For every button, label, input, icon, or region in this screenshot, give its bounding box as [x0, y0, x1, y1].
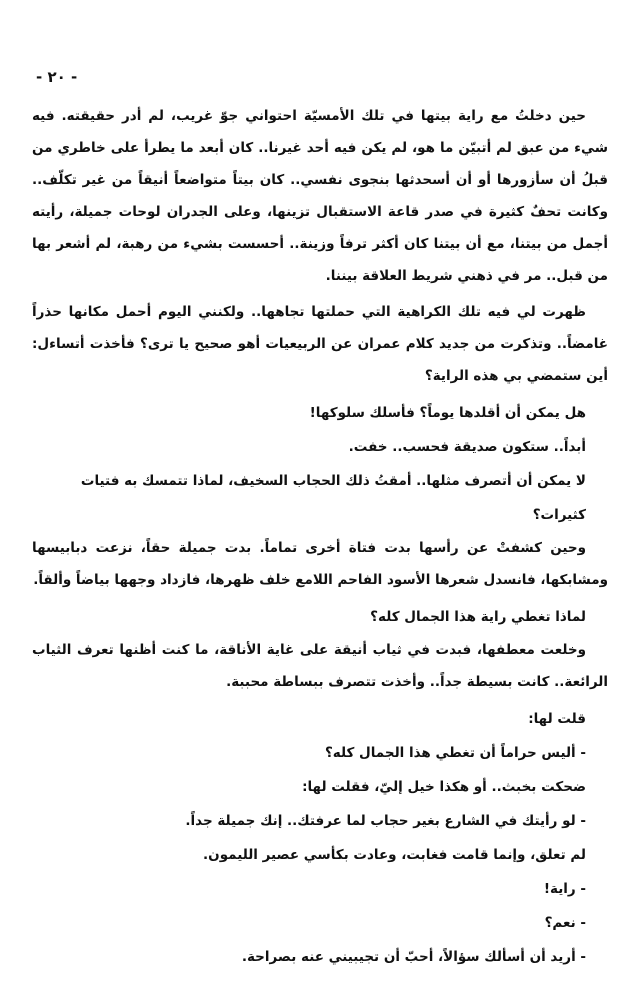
dialogue-15: - نعم؟: [544, 915, 586, 931]
book-page: [32, 64, 608, 974]
paragraph-1: حين دخلتُ مع راية بيتها في تلك الأمسيّة احتواني جوّ غريب، لم أدر حقيقته. فيه شيء من عبق لم أتبيّن ما هو، لم يكن فيه أحد غيرنا.. كان أبعد ما يطرأ على خاطري من قبلُ أن سأزورها أو أن أسحدثها بنجوى نفسي.. كان بيتاً متواضعاً أنيقاً من غير تكلّف.. وكانت تحفٌ كثيرة في صدر قاعة الاستقبال تزينها، وعلى الجدران لوحات جميلة، رأيته أجمل من بيتنا، مع أن بيتنا كان أكثر ترفاً وزينة.. أحسست بشيء من رهبة، لم أشعر بها من قبل.. مر في ذهني شريط العلاقة بيننا.: [32, 108, 608, 284]
dialogue-10: - أليس حراماً أن تغطي هذا الجمال كله؟: [324, 745, 586, 761]
dialogue-14: - راية!: [543, 881, 586, 897]
dialogue-12: - لو رأيتك في الشارع بغير حجاب لما عرفتك.. إنك جميلة جداً.: [185, 813, 586, 829]
paragraph-2: ظهرت لي فيه تلك الكراهية التي حملتها تجاهها.. ولكنني اليوم أحمل مكانها حذراً غامضاً.. وتذكرت من جديد كلام عمران عن الربيعيات أهو صحيح يا ترى؟ فأخذت أتساءل: أين ستمضي بي هذه الراية؟: [32, 304, 608, 384]
line-11: ضحكت بخبث.. أو هكذا خيل إليّ، فقلت لها:: [302, 779, 586, 795]
line-7: لماذا تغطي راية هذا الجمال كله؟: [370, 609, 586, 625]
line-5: لا يمكن أن أتصرف مثلها.. أمقتُ ذلك الحجاب السخيف، لماذا تتمسك به فتيات كثيرات؟: [80, 473, 586, 523]
paragraph-8: وخلعت معطفها، فبدت في ثياب أنيقة على غاية الأناقة، ما كنت أظنها تعرف الثياب الرائعة.. كانت بسيطة جداً.. وأخذت تتصرف ببساطة محببة.: [32, 642, 608, 690]
line-3: هل يمكن أن أقلدها يوماً؟ فأسلك سلوكها!: [309, 405, 586, 421]
line-4: أبداً.. ستكون صديقة فحسب.. خفت.: [348, 439, 586, 455]
paragraph-6: وحين كشفتْ عن رأسها بدت فتاة أخرى تماماً. بدت جميلة حقاً، نزعت دبابيسها ومشابكها، فانسدل شعرها الأسود الفاحم اللامع خلف ظهرها، فازداد وجهها بياضاً وألقاً.: [32, 540, 608, 588]
dialogue-16: - أريد أن أسألك سؤالاً، أحبّ أن تجيبيني عنه بصراحة.: [241, 949, 586, 965]
page-number: - ٢٠ -: [36, 68, 78, 86]
line-13: لم تعلق، وإنما قامت فغابت، وعادت بكأسي عصير الليمون.: [203, 847, 586, 863]
line-9: قلت لها:: [528, 711, 586, 727]
